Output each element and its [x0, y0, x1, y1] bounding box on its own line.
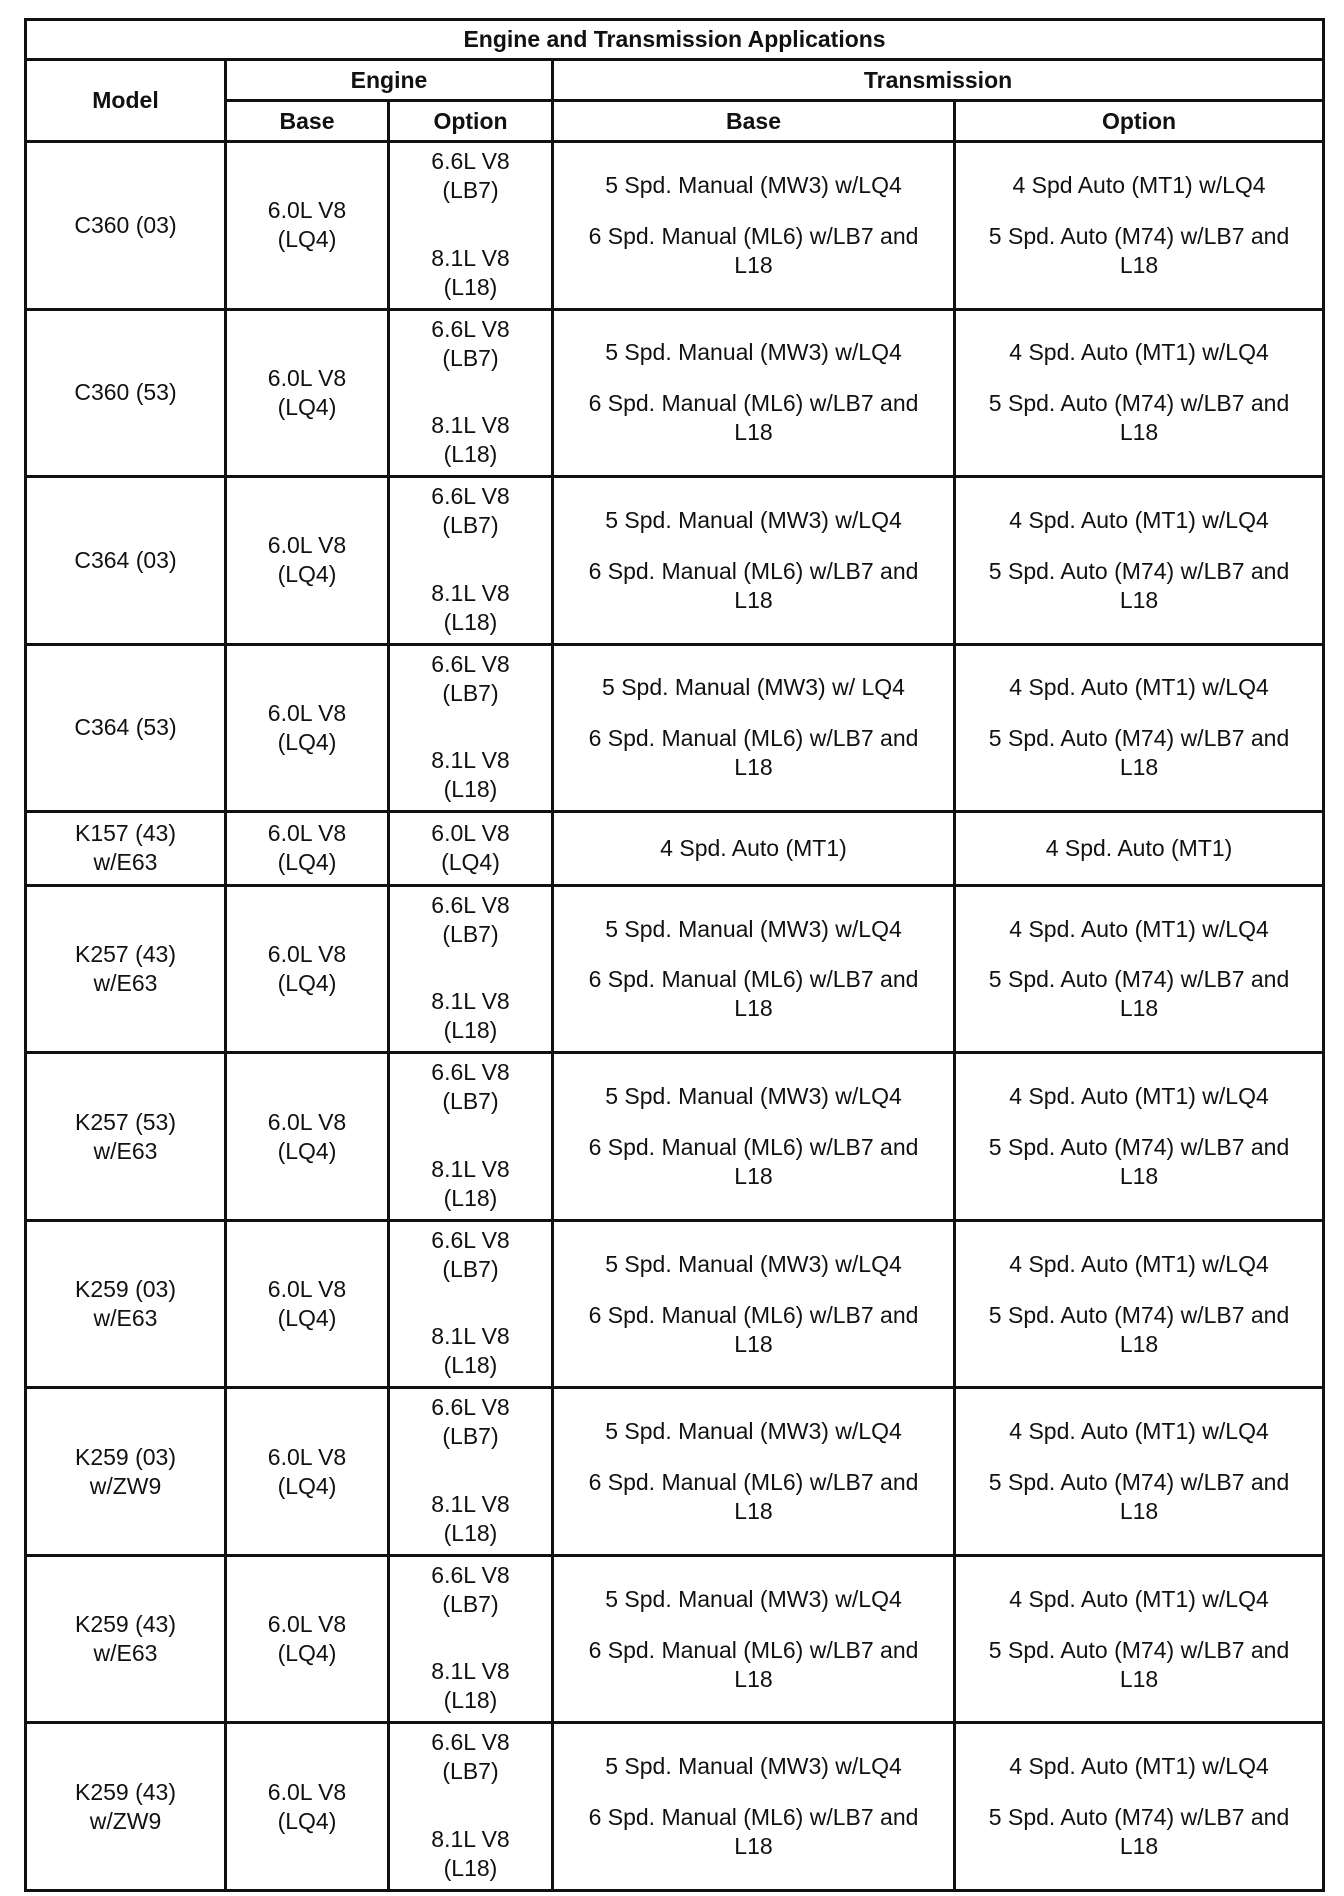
engine-option-line: 6.6L V8: [431, 315, 510, 342]
engine-option-line: (L18): [443, 1519, 498, 1546]
trans-option-line: L18: [1119, 251, 1159, 278]
engine-option-entry: [431, 315, 509, 373]
model-cell: [26, 1723, 226, 1891]
engine-option-cell: [389, 142, 553, 310]
engine-option-entry: [431, 411, 509, 469]
engine-base-cell: [226, 1723, 389, 1891]
engine-base-line: (LQ4): [277, 1807, 337, 1834]
table-title: Engine and Transmission Applications: [26, 20, 1324, 60]
trans-base-entry: [589, 1468, 919, 1526]
trans-option-line: 5 Spd. Auto (M74) w/LB7 and: [988, 390, 1290, 417]
engine-option-line: (LB7): [442, 1255, 499, 1282]
trans-base-entry: [602, 673, 905, 702]
trans-option-entry: [1009, 506, 1269, 535]
trans-base-line: 5 Spd. Manual (MW3) w/ LQ4: [602, 674, 905, 701]
trans-option-entry: [989, 557, 1289, 615]
trans-base-line: 6 Spd. Manual (ML6) w/LB7 and: [588, 1301, 919, 1328]
engine-base-line: 6.0L V8: [267, 532, 347, 559]
table-row: [26, 142, 1324, 310]
engine-option-line: 8.1L V8: [431, 579, 510, 606]
engine-base-line: 6.0L V8: [267, 197, 347, 224]
model-cell: [26, 309, 226, 477]
trans-base-entry: [605, 1752, 902, 1781]
engine-base-line: (LQ4): [277, 561, 337, 588]
engine-base-cell: [226, 1053, 389, 1221]
table-row: [26, 1220, 1324, 1388]
trans-base-line: 5 Spd. Manual (MW3) w/LQ4: [605, 1753, 902, 1780]
engine-base-line: 6.0L V8: [267, 1108, 347, 1135]
trans-base-cell: [553, 142, 955, 310]
engine-option-line: 6.6L V8: [431, 1059, 510, 1086]
trans-option-entry: [1009, 338, 1269, 367]
trans-option-line: 4 Spd Auto (MT1) w/LQ4: [1012, 171, 1266, 198]
engine-base-cell: [226, 1555, 389, 1723]
table-row: [26, 1723, 1324, 1891]
trans-option-entry: [1009, 1082, 1269, 1111]
table-row: [26, 1388, 1324, 1556]
engine-option-line: 6.6L V8: [431, 891, 510, 918]
trans-base-line: L18: [734, 1833, 773, 1860]
engine-option-line: 8.1L V8: [431, 1826, 510, 1852]
trans-base-line: L18: [734, 251, 773, 278]
trans-base-line: 5 Spd. Manual (MW3) w/LQ4: [605, 506, 902, 533]
engine-base-line: 6.0L V8: [267, 820, 347, 847]
trans-option-cell: [955, 1555, 1324, 1723]
model-line: C360 (03): [74, 211, 177, 238]
trans-option-line: 4 Spd. Auto (MT1) w/LQ4: [1009, 339, 1269, 366]
engine-base-line: (LQ4): [277, 1305, 337, 1332]
engine-option-entry: [431, 482, 509, 540]
trans-option-line: L18: [1119, 1665, 1159, 1692]
trans-option-line: 5 Spd. Auto (M74) w/LB7 and: [988, 1804, 1290, 1831]
model-line: K259 (03): [74, 1443, 176, 1470]
engine-option-line: (L18): [443, 1352, 498, 1379]
model-cell: [26, 1388, 226, 1556]
model-line: w/E63: [93, 1640, 158, 1667]
trans-base-entry: [605, 915, 902, 944]
trans-base-entry: [589, 1301, 919, 1359]
trans-option-entry: [989, 1133, 1289, 1191]
engine-option-line: (LB7): [442, 920, 499, 947]
trans-base-entry: [660, 834, 847, 863]
engine-option-line: (LB7): [442, 1088, 499, 1115]
trans-base-line: 5 Spd. Manual (MW3) w/LQ4: [605, 1083, 902, 1110]
engine-base-cell: [226, 477, 389, 645]
engine-option-entry: [431, 650, 509, 708]
engine-option-line: 8.1L V8: [431, 1658, 510, 1685]
header-transmission: Transmission: [553, 60, 1324, 101]
engine-option-cell: [389, 1053, 553, 1221]
trans-option-entry: [1009, 1585, 1269, 1614]
trans-base-cell: [553, 1220, 955, 1388]
engine-base-cell: [226, 1220, 389, 1388]
trans-base-line: 5 Spd. Manual (MW3) w/LQ4: [605, 915, 902, 942]
header-trans-base: Base: [553, 101, 955, 142]
model-line: w/ZW9: [89, 1807, 162, 1834]
trans-base-line: 6 Spd. Manual (ML6) w/LB7 and: [588, 390, 919, 417]
model-cell: [26, 1053, 226, 1221]
model-line: w/E63: [93, 1137, 158, 1164]
trans-option-entry: [989, 1803, 1289, 1861]
model-cell: [26, 812, 226, 886]
trans-base-cell: [553, 477, 955, 645]
engine-option-line: 6.6L V8: [431, 1394, 510, 1421]
trans-option-entry: [1009, 1250, 1269, 1279]
model-cell: [26, 885, 226, 1053]
trans-option-entry: [989, 965, 1289, 1023]
trans-base-line: L18: [734, 995, 773, 1022]
trans-base-line: 5 Spd. Manual (MW3) w/LQ4: [605, 339, 902, 366]
trans-base-cell: [553, 1723, 955, 1891]
engine-option-line: 8.1L V8: [431, 412, 510, 439]
trans-option-line: L18: [1119, 419, 1159, 446]
trans-base-line: L18: [734, 419, 773, 446]
engine-option-entry: [431, 1561, 509, 1619]
engine-option-line: (LQ4): [441, 849, 500, 876]
trans-base-line: 6 Spd. Manual (ML6) w/LB7 and: [588, 222, 919, 249]
engine-option-entry: [431, 1393, 509, 1451]
engine-option-cell: [389, 309, 553, 477]
engine-option-line: 8.1L V8: [431, 1490, 510, 1517]
trans-base-line: 6 Spd. Manual (ML6) w/LB7 and: [588, 725, 919, 752]
model-line: C364 (03): [74, 546, 177, 573]
engine-base-cell: [226, 142, 389, 310]
model-line: C360 (53): [74, 379, 177, 406]
engine-option-cell: [389, 644, 553, 812]
trans-base-line: 6 Spd. Manual (ML6) w/LB7 and: [588, 966, 919, 993]
model-line: K257 (43): [74, 941, 176, 968]
engine-option-cell: [389, 1555, 553, 1723]
trans-base-line: 6 Spd. Manual (ML6) w/LB7 and: [588, 1804, 919, 1831]
engine-option-line: (L18): [443, 776, 498, 803]
engine-base-line: 6.0L V8: [267, 941, 347, 968]
engine-base-line: (LQ4): [277, 849, 337, 876]
trans-base-entry: [605, 1250, 902, 1279]
engine-base-line: 6.0L V8: [267, 1778, 347, 1805]
model-cell: [26, 477, 226, 645]
trans-option-entry: [1009, 915, 1269, 944]
trans-base-line: L18: [734, 586, 773, 613]
trans-base-line: L18: [734, 754, 773, 781]
model-cell: [26, 1555, 226, 1723]
trans-base-cell: [553, 644, 955, 812]
trans-option-line: 4 Spd. Auto (MT1) w/LQ4: [1009, 1250, 1269, 1277]
engine-option-entry: [431, 987, 509, 1045]
engine-option-cell: [389, 477, 553, 645]
trans-base-cell: [553, 885, 955, 1053]
trans-base-line: 5 Spd. Manual (MW3) w/LQ4: [605, 1585, 902, 1612]
trans-option-line: 5 Spd. Auto (M74) w/LB7 and: [988, 1134, 1290, 1161]
header-engine: Engine: [226, 60, 553, 101]
trans-base-entry: [605, 1082, 902, 1111]
engine-option-line: 6.6L V8: [431, 483, 510, 510]
table-row: [26, 1555, 1324, 1723]
engine-option-entry: [431, 1155, 509, 1213]
trans-base-cell: [553, 1555, 955, 1723]
trans-option-cell: [955, 812, 1324, 886]
engine-option-line: (LB7): [442, 177, 499, 203]
engine-base-cell: [226, 309, 389, 477]
trans-base-line: L18: [734, 1665, 773, 1692]
engine-option-line: 6.0L V8: [431, 820, 510, 847]
engine-base-line: 6.0L V8: [267, 1611, 347, 1638]
trans-option-entry: [1012, 171, 1265, 200]
engine-base-line: 6.0L V8: [267, 1443, 347, 1470]
trans-option-line: 4 Spd. Auto (MT1) w/LQ4: [1009, 1083, 1269, 1110]
engine-option-line: 6.6L V8: [431, 1729, 510, 1756]
engine-base-line: 6.0L V8: [267, 364, 347, 391]
engine-base-cell: [226, 1388, 389, 1556]
trans-base-line: 5 Spd. Manual (MW3) w/LQ4: [605, 1250, 902, 1277]
model-line: w/E63: [93, 849, 158, 876]
trans-option-line: 4 Spd. Auto (MT1) w/LQ4: [1009, 506, 1269, 533]
trans-base-line: 6 Spd. Manual (ML6) w/LB7 and: [588, 1469, 919, 1496]
engine-option-line: (L18): [443, 273, 498, 300]
engine-base-line: 6.0L V8: [267, 699, 347, 726]
table-body: [26, 142, 1324, 1891]
trans-option-line: L18: [1119, 754, 1159, 781]
trans-option-line: 5 Spd. Auto (M74) w/LB7 and: [988, 1636, 1290, 1663]
engine-option-entry: [431, 1490, 509, 1548]
engine-option-entry: [431, 579, 509, 637]
model-line: K259 (43): [74, 1611, 176, 1638]
table-row: [26, 812, 1324, 886]
trans-base-entry: [605, 506, 902, 535]
trans-option-line: 4 Spd. Auto (MT1) w/LQ4: [1009, 674, 1269, 701]
engine-option-line: (LB7): [442, 344, 499, 371]
trans-base-line: 6 Spd. Manual (ML6) w/LB7 and: [588, 557, 919, 584]
engine-option-line: (LB7): [442, 679, 499, 706]
trans-option-cell: [955, 644, 1324, 812]
header-engine-base: Base: [226, 101, 389, 142]
engine-option-line: 6.6L V8: [431, 650, 510, 677]
trans-base-entry: [589, 965, 919, 1023]
engine-option-line: (L18): [443, 608, 498, 635]
trans-option-entry: [989, 389, 1289, 447]
header-model: Model: [26, 60, 226, 142]
trans-option-line: 5 Spd. Auto (M74) w/LB7 and: [988, 557, 1290, 584]
trans-option-line: 4 Spd. Auto (MT1) w/LQ4: [1009, 1585, 1269, 1612]
model-line: K257 (53): [74, 1108, 176, 1135]
engine-option-entry: [431, 1825, 509, 1883]
trans-base-line: 6 Spd. Manual (ML6) w/LB7 and: [588, 1134, 919, 1161]
trans-base-entry: [589, 389, 919, 447]
trans-base-entry: [589, 1636, 919, 1694]
model-line: C364 (53): [74, 714, 177, 741]
model-line: K259 (43): [74, 1778, 176, 1805]
trans-base-entry: [589, 1133, 919, 1191]
engine-option-entry: [431, 746, 509, 804]
trans-option-line: 5 Spd. Auto (M74) w/LB7 and: [988, 725, 1290, 752]
engine-base-cell: [226, 644, 389, 812]
engine-base-line: (LQ4): [277, 393, 337, 420]
trans-option-line: L18: [1119, 1330, 1159, 1357]
trans-base-entry: [589, 1803, 919, 1861]
trans-base-entry: [589, 557, 919, 615]
trans-option-line: L18: [1119, 586, 1159, 613]
engine-option-entry: [431, 1728, 509, 1786]
trans-option-line: 4 Spd. Auto (MT1) w/LQ4: [1009, 1418, 1269, 1445]
trans-base-cell: [553, 1053, 955, 1221]
trans-option-line: 5 Spd. Auto (M74) w/LB7 and: [988, 1301, 1290, 1328]
engine-option-line: (LB7): [442, 512, 499, 539]
engine-option-line: (L18): [443, 1184, 498, 1211]
trans-option-entry: [1009, 1752, 1269, 1781]
engine-option-line: 8.1L V8: [431, 988, 510, 1015]
model-line: w/E63: [93, 1305, 158, 1332]
trans-option-entry: [1009, 1417, 1269, 1446]
trans-base-entry: [605, 1585, 902, 1614]
engine-option-line: 8.1L V8: [431, 244, 510, 271]
table-row: [26, 309, 1324, 477]
engine-option-entry: [431, 1322, 509, 1380]
model-line: K259 (03): [74, 1276, 176, 1303]
trans-option-line: 5 Spd. Auto (M74) w/LB7 and: [988, 966, 1290, 993]
model-line: K157 (43): [74, 820, 176, 847]
trans-option-line: L18: [1119, 995, 1159, 1022]
engine-option-line: 8.1L V8: [431, 747, 510, 774]
table-row: [26, 1053, 1324, 1221]
trans-option-line: L18: [1119, 1163, 1159, 1190]
trans-option-line: L18: [1119, 1833, 1159, 1860]
trans-base-line: 5 Spd. Manual (MW3) w/LQ4: [605, 171, 902, 198]
engine-option-line: (LB7): [442, 1590, 499, 1617]
engine-option-entry: [431, 819, 509, 877]
engine-base-line: (LQ4): [277, 226, 337, 253]
trans-option-line: 4 Spd. Auto (MT1) w/LQ4: [1009, 1753, 1269, 1780]
engine-option-cell: [389, 1723, 553, 1891]
trans-base-entry: [589, 724, 919, 782]
trans-option-line: 4 Spd. Auto (MT1): [1045, 834, 1233, 861]
model-cell: [26, 1220, 226, 1388]
engine-base-line: 6.0L V8: [267, 1276, 347, 1303]
trans-option-cell: [955, 477, 1324, 645]
trans-option-line: 5 Spd. Auto (M74) w/LB7 and: [988, 222, 1290, 249]
model-line: w/E63: [93, 970, 158, 997]
engine-option-line: (L18): [443, 1017, 498, 1044]
engine-option-line: 6.6L V8: [431, 1561, 510, 1588]
trans-base-line: 5 Spd. Manual (MW3) w/LQ4: [605, 1418, 902, 1445]
trans-option-entry: [989, 1636, 1289, 1694]
engine-option-entry: [431, 244, 509, 302]
trans-option-entry: [989, 222, 1289, 280]
engine-base-line: (LQ4): [277, 728, 337, 755]
engine-option-line: 6.6L V8: [431, 1226, 510, 1253]
engine-option-line: (L18): [443, 1687, 498, 1714]
model-cell: [26, 142, 226, 310]
trans-option-cell: [955, 1053, 1324, 1221]
trans-base-entry: [605, 171, 902, 200]
engine-option-cell: [389, 1388, 553, 1556]
trans-base-cell: [553, 1388, 955, 1556]
trans-option-entry: [1009, 673, 1269, 702]
trans-option-cell: [955, 1723, 1324, 1891]
engine-option-line: (L18): [443, 1855, 498, 1881]
model-line: w/ZW9: [89, 1472, 162, 1499]
engine-option-line: (LB7): [442, 1758, 499, 1785]
trans-option-entry: [1046, 834, 1233, 863]
table-row: [26, 477, 1324, 645]
header-engine-option: Option: [389, 101, 553, 142]
trans-base-line: L18: [734, 1163, 773, 1190]
engine-option-entry: [431, 1226, 509, 1284]
engine-option-entry: [431, 1657, 509, 1715]
trans-option-entry: [989, 1301, 1289, 1359]
engine-base-line: (LQ4): [277, 970, 337, 997]
trans-base-line: L18: [734, 1330, 773, 1357]
engine-base-line: (LQ4): [277, 1472, 337, 1499]
trans-option-cell: [955, 1388, 1324, 1556]
model-cell: [26, 644, 226, 812]
trans-base-cell: [553, 812, 955, 886]
trans-base-entry: [605, 1417, 902, 1446]
engine-option-line: 8.1L V8: [431, 1155, 510, 1182]
trans-base-cell: [553, 309, 955, 477]
engine-option-line: 8.1L V8: [431, 1323, 510, 1350]
trans-base-line: L18: [734, 1498, 773, 1525]
trans-option-line: 4 Spd. Auto (MT1) w/LQ4: [1009, 915, 1269, 942]
engine-option-line: (L18): [443, 441, 498, 468]
engine-option-cell: [389, 1220, 553, 1388]
trans-option-entry: [989, 1468, 1289, 1526]
trans-base-line: 4 Spd. Auto (MT1): [660, 834, 847, 861]
engine-base-line: (LQ4): [277, 1640, 337, 1667]
engine-option-entry: [431, 147, 509, 205]
trans-base-entry: [589, 222, 919, 280]
engine-option-entry: [431, 891, 509, 949]
table-row: [26, 644, 1324, 812]
trans-option-entry: [989, 724, 1289, 782]
trans-option-cell: [955, 885, 1324, 1053]
engine-base-cell: [226, 885, 389, 1053]
trans-base-entry: [605, 338, 902, 367]
header-trans-option: Option: [955, 101, 1324, 142]
table-row: [26, 885, 1324, 1053]
trans-option-cell: [955, 1220, 1324, 1388]
trans-option-line: 5 Spd. Auto (M74) w/LB7 and: [988, 1469, 1290, 1496]
engine-option-cell: [389, 812, 553, 886]
engine-option-line: (LB7): [442, 1423, 499, 1450]
engine-transmission-table: [24, 18, 1325, 1892]
trans-option-cell: [955, 309, 1324, 477]
engine-base-line: (LQ4): [277, 1137, 337, 1164]
engine-option-cell: [389, 885, 553, 1053]
engine-option-line: 6.6L V8: [431, 148, 510, 174]
trans-option-cell: [955, 142, 1324, 310]
engine-base-cell: [226, 812, 389, 886]
engine-option-entry: [431, 1058, 509, 1116]
trans-option-line: L18: [1119, 1498, 1159, 1525]
trans-base-line: 6 Spd. Manual (ML6) w/LB7 and: [588, 1636, 919, 1663]
